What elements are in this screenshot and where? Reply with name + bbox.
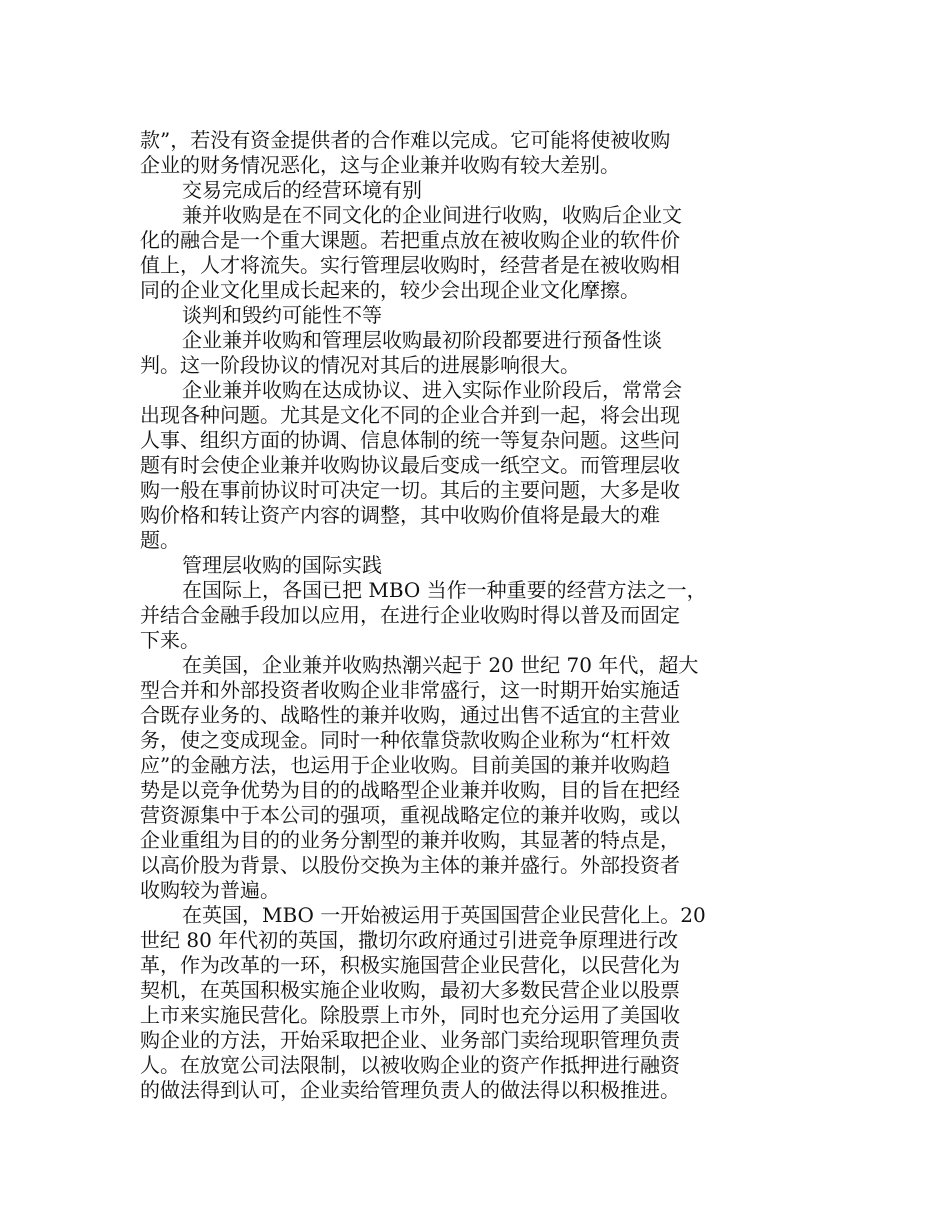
- text-line: 在美国，企业兼并收购热潮兴起于 20 世纪 70 年代，超大: [182, 653, 699, 677]
- text-line: 以高价股为背景、以股份交换为主体的兼并盛行。外部投资者: [140, 853, 680, 877]
- text-line: 企业兼并收购在达成协议、进入实际作业阶段后，常常会: [182, 378, 682, 402]
- text-line: 判。这一阶段协议的情况对其后的进展影响很大。: [140, 353, 580, 377]
- text-line: 购一般在事前协议时可决定一切。其后的主要问题，大多是收: [140, 478, 680, 502]
- text-line: 人。在放宽公司法限制，以被收购企业的资产作抵押进行融资: [140, 1053, 680, 1077]
- heading-text: 管理层收购的国际实践: [182, 553, 382, 577]
- heading-text: 交易完成后的经营环境有别: [182, 178, 422, 202]
- text-line: 应”的金融方法，也运用于企业收购。目前美国的兼并收购趋: [140, 753, 671, 777]
- text-line: 出现各种问题。尤其是文化不同的企业合并到一起，将会出现: [140, 403, 680, 427]
- text-line: 同的企业文化里成长起来的，较少会出现企业文化摩擦。: [140, 278, 640, 302]
- paragraph: [140, 653, 732, 903]
- text-line: 购企业的方法，开始采取把企业、业务部门卖给现职管理负责: [140, 1028, 680, 1052]
- section-heading: [140, 553, 732, 578]
- text-line: 收购较为普遍。: [140, 878, 280, 902]
- text-line: 在国际上，各国已把 MBO 当作一种重要的经营方法之一，: [182, 578, 707, 602]
- text-line: 企业重组为目的的业务分割型的兼并收购，其显著的特点是，: [140, 828, 680, 852]
- text-line: 值上，人才将流失。实行管理层收购时，经营者是在被收购相: [140, 253, 680, 277]
- text-line: 并结合金融手段加以应用，在进行企业收购时得以普及而固定: [140, 603, 680, 627]
- text-line: 化的融合是一个重大课题。若把重点放在被收购企业的软件价: [140, 228, 680, 252]
- paragraph: [140, 328, 732, 378]
- paragraph: [140, 378, 732, 553]
- section-heading: [140, 178, 732, 203]
- paragraph: [140, 903, 732, 1103]
- text-line: 契机，在英国积极实施企业收购，最初大多数民营企业以股票: [140, 978, 680, 1002]
- text-line: 企业兼并收购和管理层收购最初阶段都要进行预备性谈: [182, 328, 662, 352]
- text-line: 革，作为改革的一环，积极实施国营企业民营化，以民营化为: [140, 953, 680, 977]
- text-line: 合既存业务的、战略性的兼并收购，通过出售不适宜的主营业: [140, 703, 680, 727]
- text-line: 兼并收购是在不同文化的企业间进行收购，收购后企业文: [182, 203, 682, 227]
- text-line: 下来。: [140, 628, 200, 652]
- text-line: 在英国，MBO 一开始被运用于英国国营企业民营化上。20: [182, 903, 706, 927]
- text-line: 题有时会使企业兼并收购协议最后变成一纸空文。而管理层收: [140, 453, 680, 477]
- text-line: 款”，若没有资金提供者的合作难以完成。它可能将使被收购: [140, 128, 671, 152]
- document-page: [140, 128, 732, 1103]
- text-line: 务，使之变成现金。同时一种依靠贷款收购企业称为“杠杆效: [140, 728, 671, 752]
- text-line: 购价格和转让资产内容的调整，其中收购价值将是最大的难: [140, 503, 660, 527]
- heading-text: 谈判和毁约可能性不等: [182, 303, 382, 327]
- text-line: 的做法得到认可，企业卖给管理负责人的做法得以积极推进。: [140, 1078, 680, 1102]
- text-line: 势是以竞争优势为目的的战略型企业兼并收购，目的旨在把经: [140, 778, 680, 802]
- text-line: 企业的财务情况恶化，这与企业兼并收购有较大差别。: [140, 153, 620, 177]
- section-heading: [140, 303, 732, 328]
- text-line: 营资源集中于本公司的强项，重视战略定位的兼并收购，或以: [140, 803, 680, 827]
- paragraph: [140, 578, 732, 653]
- text-line: 人事、组织方面的协调、信息体制的统一等复杂问题。这些问: [140, 428, 680, 452]
- text-line: 上市来实施民营化。除股票上市外，同时也充分运用了美国收: [140, 1003, 680, 1027]
- text-line: 型合并和外部投资者收购企业非常盛行，这一时期开始实施适: [140, 678, 680, 702]
- text-line: 世纪 80 年代初的英国，撒切尔政府通过引进竞争原理进行改: [140, 928, 679, 952]
- paragraph: [140, 128, 732, 178]
- paragraph: [140, 203, 732, 303]
- text-line: 题。: [140, 528, 180, 552]
